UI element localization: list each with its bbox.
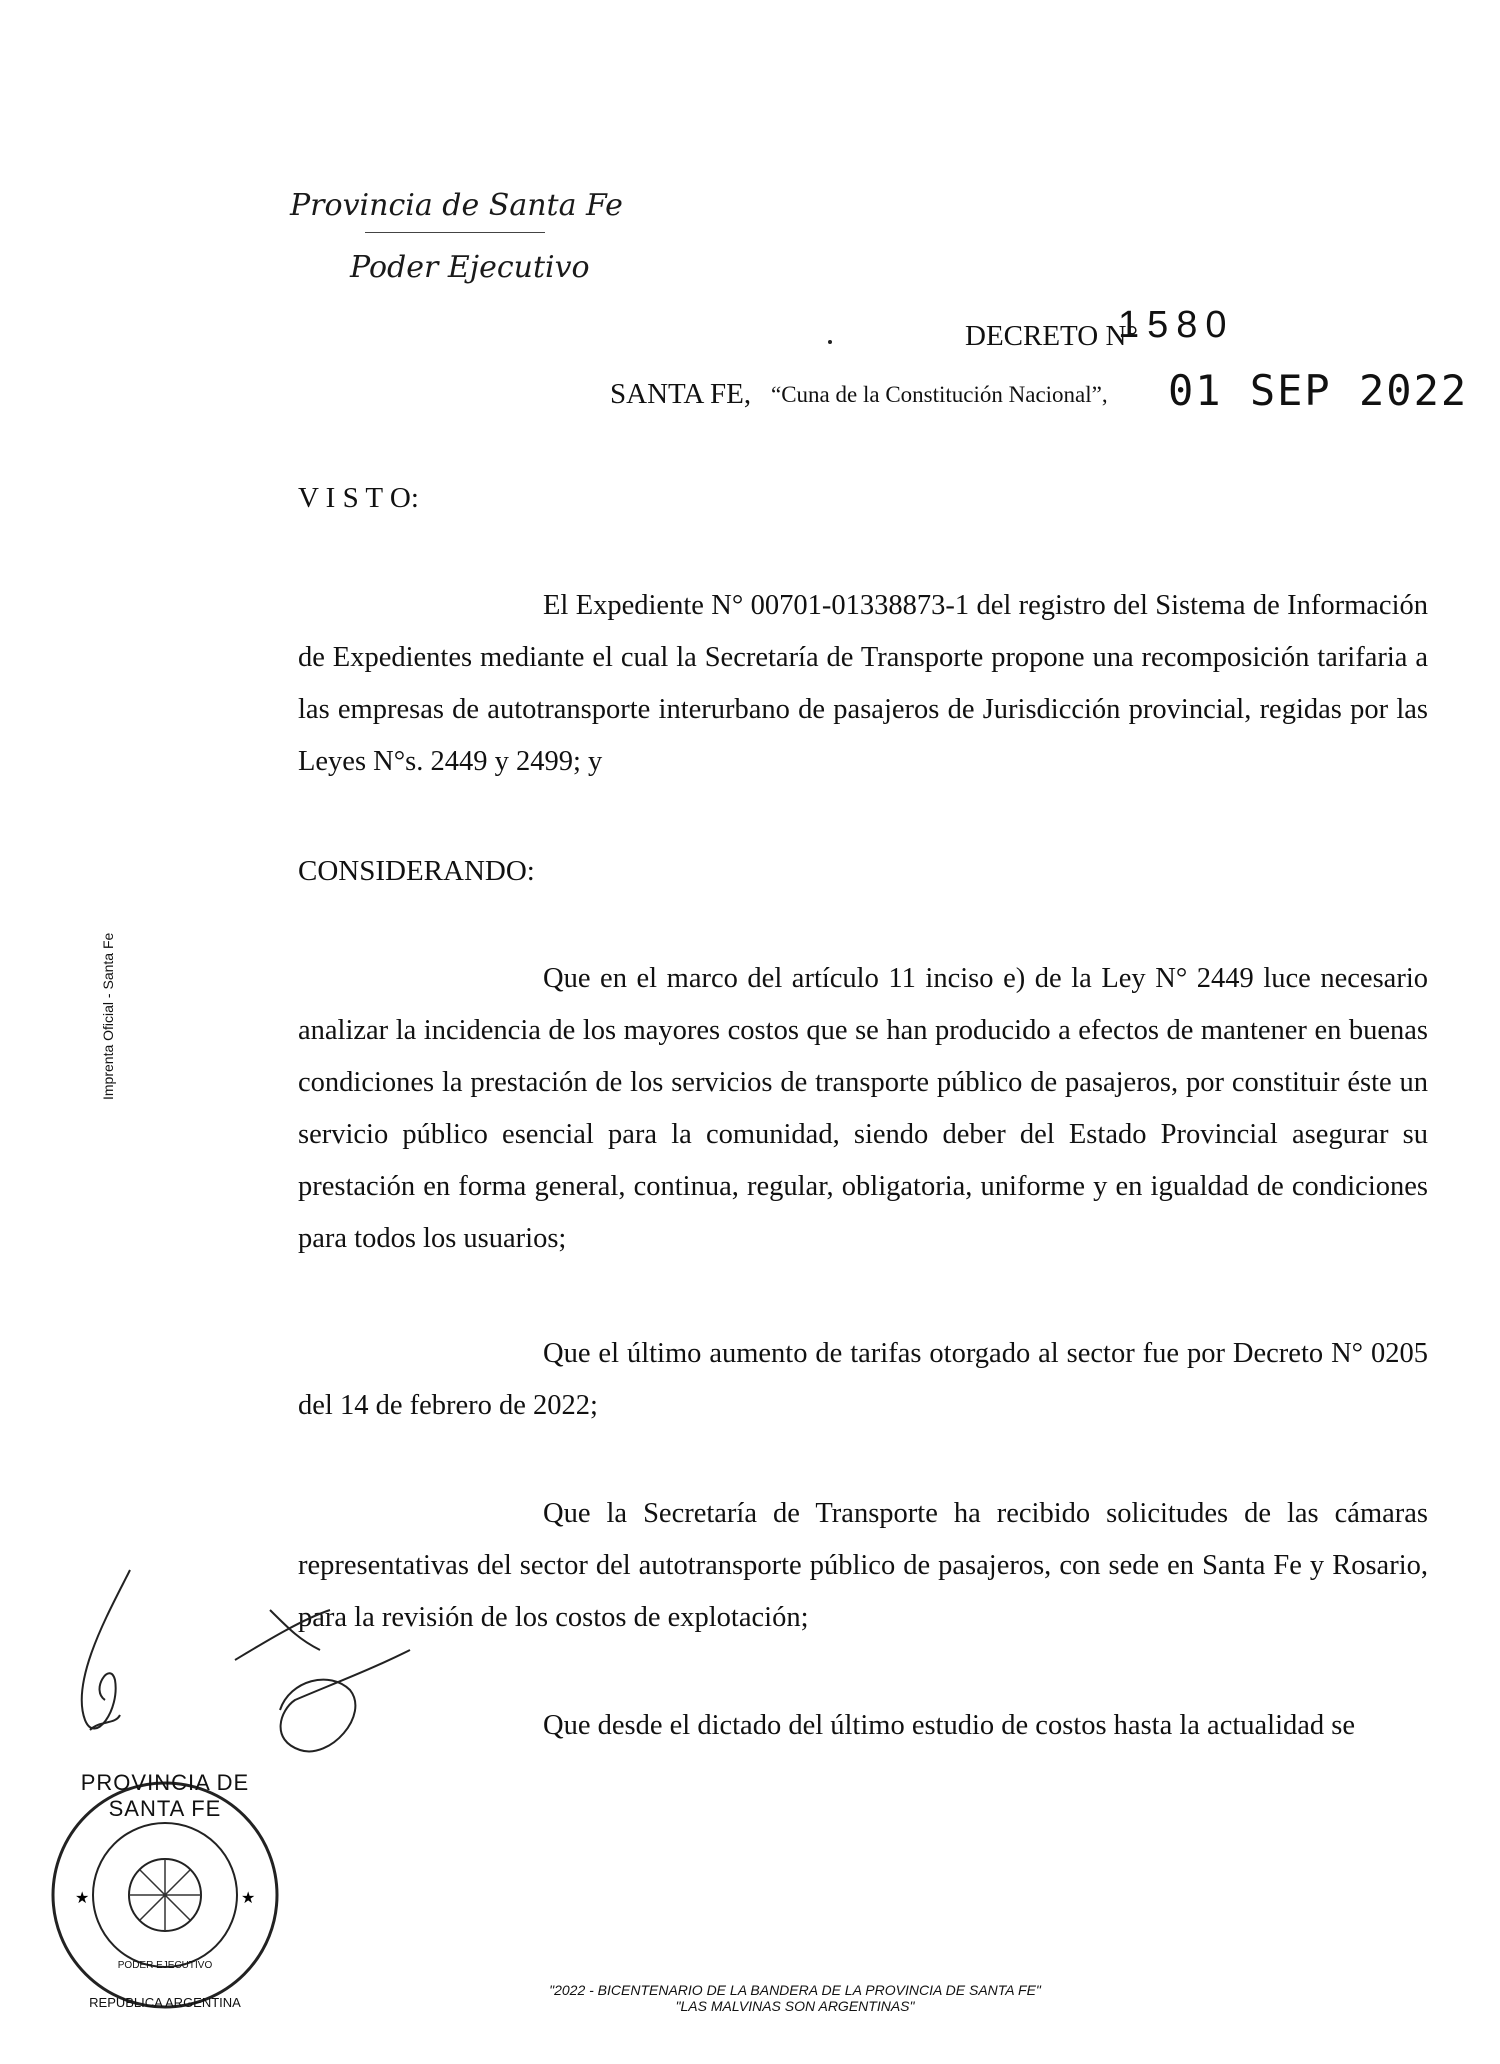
visto-text: El Expediente N° 00701-01338873-1 del registro del Sistema de Información de Expedientes mediante el cual la Secretaría de Transporte propone una recomposición tarifaria a las empresas de autotransporte interurbano de pasajeros de Jurisdicción provincial, regidas por las Leyes N°s. 2449 y 2499; y bbox=[298, 590, 1428, 777]
considerando-paragraph-3 bbox=[298, 1488, 1428, 1644]
side-printer-note: Imprenta Oficial - Santa Fe bbox=[100, 932, 116, 1100]
seal-bottom-text: REPUBLICA ARGENTINA bbox=[89, 1995, 241, 2010]
dot-mark bbox=[828, 340, 832, 344]
svg-text:★: ★ bbox=[241, 1890, 256, 1907]
footer-line-2: "LAS MALVINAS SON ARGENTINAS" bbox=[675, 1998, 915, 2014]
considerando-text-4: Que desde el dictado del último estudio de costos hasta la actualidad se bbox=[543, 1710, 1356, 1741]
considerando-text-2: Que el último aumento de tarifas otorgado al sector fue por Decreto N° 0205 del 14 de febrero de 2022; bbox=[298, 1338, 1428, 1421]
considerando-paragraph-4 bbox=[298, 1700, 1428, 1752]
decree-number: 1580 bbox=[1118, 304, 1235, 346]
considerando-text-1: Que en el marco del artículo 11 inciso e) de la Ley N° 2449 luce necesario analizar la incidencia de los mayores costos que se han producido a efectos de mantener en buenas condiciones la prestación de los servicios de transporte público de pasajeros, por constituir éste un servicio público esencial para la comunidad, siendo deber del Estado Provincial asegurar su prestación en forma general, continua, regular, obligatoria, uniforme y en igualdad de condiciones para todos los usuarios; bbox=[298, 963, 1428, 1254]
svg-text:★: ★ bbox=[75, 1890, 90, 1907]
place-city: SANTA FE, bbox=[610, 378, 752, 410]
seal-inner-text: PODER EJECUTIVO bbox=[117, 1960, 213, 1971]
visto-paragraph bbox=[298, 580, 1428, 788]
considerando-paragraph-2 bbox=[298, 1328, 1428, 1432]
place-motto: “Cuna de la Constitución Nacional”, bbox=[771, 382, 1108, 407]
letterhead-branch: Poder Ejecutivo bbox=[350, 250, 590, 285]
letterhead-province: Provincia de Santa Fe bbox=[290, 188, 623, 223]
visto-heading: V I S T O: bbox=[298, 482, 419, 514]
seal-top-text: PROVINCIA DE SANTA FE bbox=[80, 1770, 250, 1821]
considerando-heading: CONSIDERANDO: bbox=[298, 855, 535, 887]
considerando-paragraph-1 bbox=[298, 953, 1428, 1265]
considerando-text-3: Que la Secretaría de Transporte ha recibido solicitudes de las cámaras representativas del sector del autotransporte público de pasajeros, con sede en Santa Fe y Rosario, para la revisión de los costos de explotación; bbox=[298, 1498, 1428, 1633]
footer-line-1: "2022 - BICENTENARIO DE LA BANDERA DE LA PROVINCIA DE SANTA FE" bbox=[549, 1982, 1041, 1998]
decree-label: DECRETO N° bbox=[965, 320, 1138, 352]
letterhead-rule bbox=[365, 232, 545, 233]
date-stamp: 01 SEP 2022 bbox=[1168, 366, 1469, 415]
